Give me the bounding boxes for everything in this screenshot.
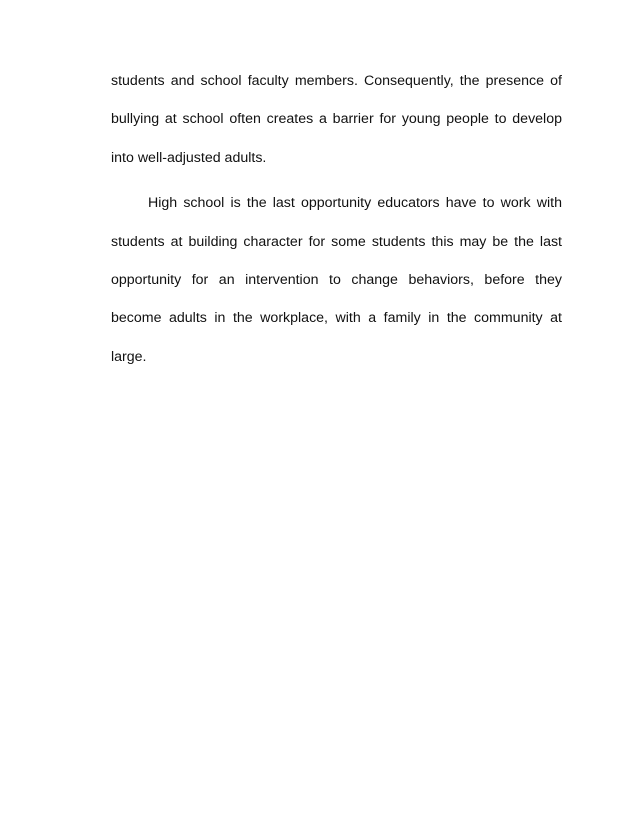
body-text [111,62,562,376]
paragraph-2: High school is the last opportunity educators have to work with students at building character for some students this may be the last opportunity for an intervention to change behaviors, before they become adults in the workplace, with a family in the community at large. [111,195,562,365]
paragraph-1: students and school faculty members. Consequently, the presence of bullying at school often creates a barrier for young people to develop into well-adjusted adults. [111,73,562,166]
